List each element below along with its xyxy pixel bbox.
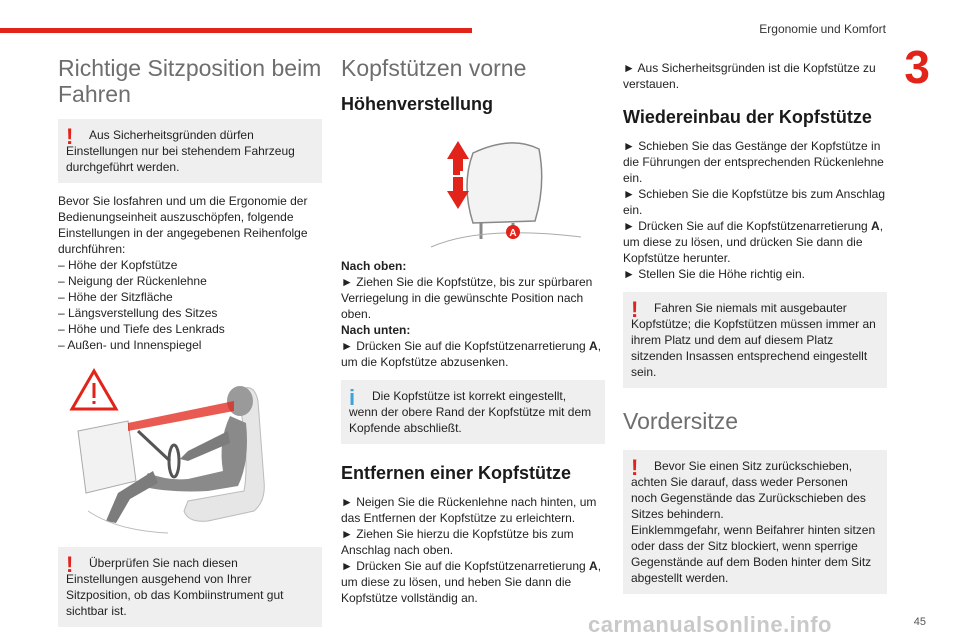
info-icon: i <box>349 385 356 410</box>
driver-position-illustration <box>58 361 322 541</box>
label-up: Nach oben: <box>341 259 407 273</box>
list-item: – Neigung der Rückenlehne <box>58 274 207 288</box>
warning-box <box>58 547 322 627</box>
reinstall-step: ► Schieben Sie das Gestänge der Kopfstütze in die Führungen der entsprechenden Rückenlehne ein. <box>623 139 884 185</box>
list-item: – Außen- und Innenspiegel <box>58 338 202 352</box>
heading-front-seats: Vordersitze <box>623 408 739 434</box>
watermark: carmanualsonline.info <box>588 612 832 637</box>
column-left <box>58 55 322 637</box>
warning-icon: ! <box>66 552 74 577</box>
chapter-number: 3 <box>904 41 930 93</box>
remove-step: ► Neigen Sie die Rückenlehne nach hinten, um das Entfernen der Kopfstütze zu erleichtern. <box>341 495 597 525</box>
warning-text: Überprüfen Sie nach diesen Einstellungen ausgehend von Ihrer Sitzposition, ob das Kombiinstrument gut sichtbar ist. <box>66 556 284 618</box>
warning-text: Aus Sicherheitsgründen dürfen Einstellungen nur bei stehendem Fahrzeug durchgeführt werden. <box>66 128 295 174</box>
warning-text: Bevor Sie einen Sitz zurückschieben, achten Sie darauf, dass weder Personen noch Gegenstände das Zurückschieben des Sitzes behindern. <box>631 459 866 521</box>
heading-seating-position: Richtige Sitzposition beim Fahren <box>58 55 322 107</box>
reinstall-step: ► Drücken Sie auf die Kopfstützenarretierung A, um diese zu lösen, und drücken Sie dann die Kopfstütze herunter. <box>623 219 884 265</box>
heading-remove-headrest: Entfernen einer Kopfstütze <box>341 463 572 483</box>
reinstall-step: ► Schieben Sie die Kopfstütze bis zum Anschlag ein. <box>623 187 886 217</box>
list-item: – Längsverstellung des Sitzes <box>58 306 218 320</box>
headrest-illustration <box>341 125 605 250</box>
callout-a-label: A <box>509 228 517 239</box>
remove-step: ► Drücken Sie auf die Kopfstützenarretierung A, um diese zu lösen, und heben Sie dann die Kopfstütze vollständig an. <box>341 559 602 605</box>
label-down: Nach unten: <box>341 323 411 337</box>
text-up: ► Ziehen Sie die Kopfstütze, bis zur spürbaren Verriegelung in die gewünschte Position nach oben. <box>341 275 593 321</box>
header-accent-bar <box>0 28 472 33</box>
store-text: ► Aus Sicherheitsgründen ist die Kopfstütze zu verstauen. <box>623 61 876 91</box>
info-box <box>341 380 605 444</box>
warning-box <box>623 292 887 388</box>
list-item: – Höhe der Kopfstütze <box>58 258 178 272</box>
info-text: Die Kopfstütze ist korrekt eingestellt, wenn der obere Rand der Kopfstütze mit dem Kopfende abschließt. <box>349 389 592 435</box>
warning-icon: ! <box>631 455 639 480</box>
intro-text: Bevor Sie losfahren und um die Ergonomie der Bedienungseinheit auszuschöpfen, folgende Einstellungen in der angegebenen Reihenfolge durchführen: <box>58 194 308 256</box>
remove-step: ► Ziehen Sie hierzu die Kopfstütze bis zum Anschlag nach oben. <box>341 527 574 557</box>
settings-list <box>58 257 322 353</box>
list-item: – Höhe der Sitzfläche <box>58 290 173 304</box>
warning-box <box>623 450 887 594</box>
heading-headrests-front: Kopfstützen vorne <box>341 55 527 81</box>
warning-text: Einklemmgefahr, wenn Beifahrer hinten sitzen oder dass der Sitz blockiert, wenn sperrige Gegenstände auf dem Boden hinter dem Sitz abgestellt werden. <box>631 523 876 585</box>
warning-box <box>58 119 322 183</box>
section-title: Ergonomie und Komfort <box>759 22 886 36</box>
column-middle <box>341 55 605 606</box>
warning-icon: ! <box>631 297 639 322</box>
warning-icon: ! <box>66 124 74 149</box>
reinstall-step: ► Stellen Sie die Höhe richtig ein. <box>623 267 805 281</box>
heading-reinstall-headrest: Wiedereinbau der Kopfstütze <box>623 107 872 127</box>
text-down: ► Drücken Sie auf die Kopfstützenarretierung A, um die Kopfstütze abzusenken. <box>341 339 602 369</box>
column-right <box>623 60 887 604</box>
heading-height-adjustment: Höhenverstellung <box>341 94 494 114</box>
page-number: 45 <box>913 616 926 628</box>
warning-text: Fahren Sie niemals mit ausgebauter Kopfstütze; die Kopfstützen müssen immer an ihrem Platz und dem auf diesem Platz sitzenden Insassen entsprechend eingestellt sein. <box>631 301 876 379</box>
list-item: – Höhe und Tiefe des Lenkrads <box>58 322 225 336</box>
